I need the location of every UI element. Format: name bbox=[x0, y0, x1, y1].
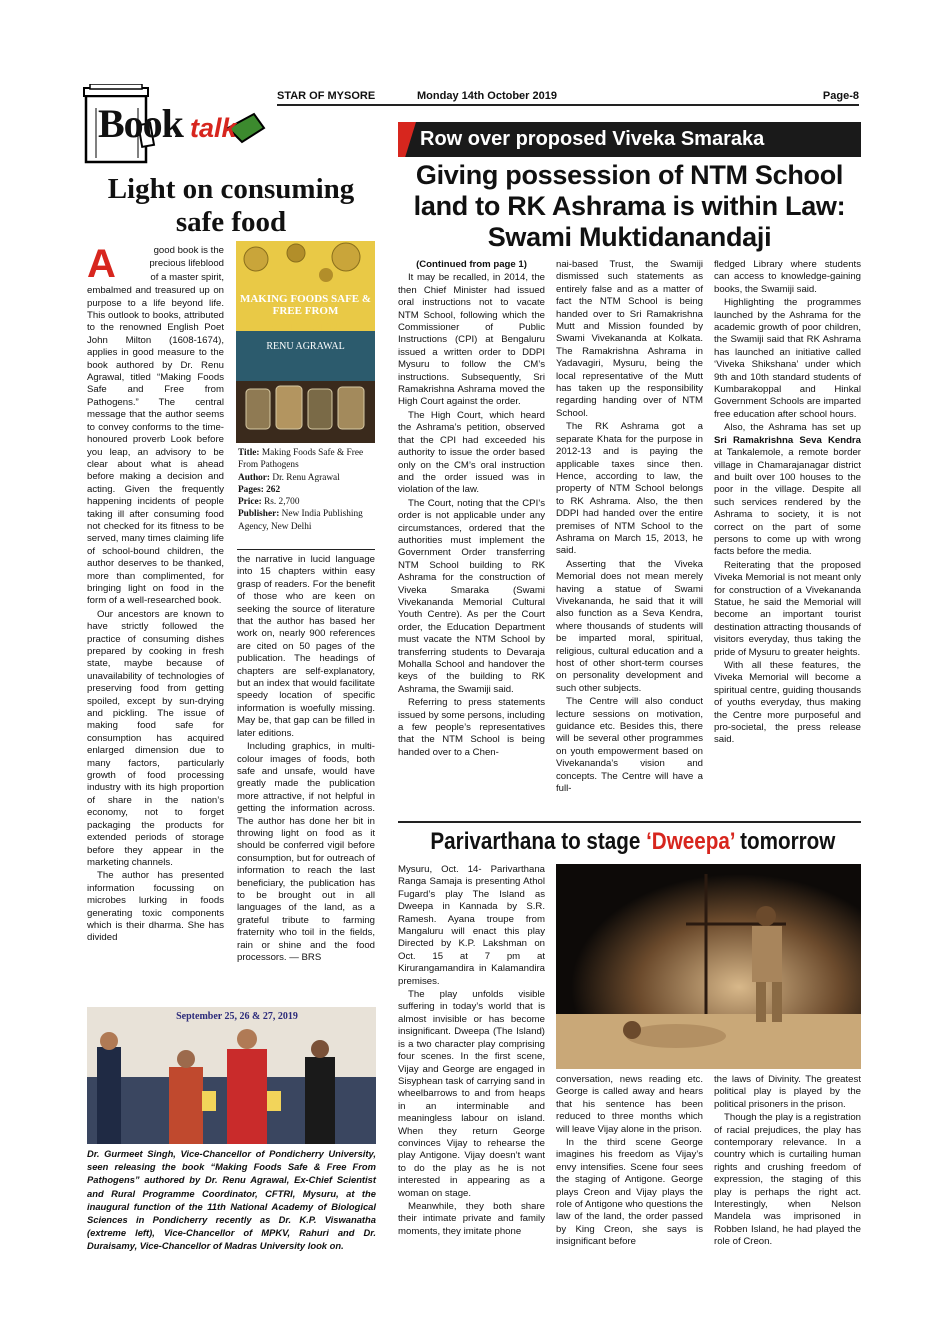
dweepa-headline-a: Parivarthana to stage bbox=[430, 828, 641, 855]
book-launch-photo bbox=[87, 1007, 376, 1144]
viveka-headline-line2: land to RK Ashrama is within Law: bbox=[413, 191, 846, 221]
dweepa-col3-p2: Though the play is a registration of racial prejudices, the play has contemporary relevance. In a country which is curtailing human rights and crushing freedom of expression, the staging of this play is perhaps the right act. Interestingly, when Nelson Mandela was imprisoned in Robben Island, he had played the role of Creon. bbox=[714, 1112, 861, 1248]
booktalk-col2-p1: the narrative in lucid language into 15 chapters within easy grasp of readers. For the benefit of those who are keen on seeking the source of literature that the author has based her work on, nearly 900 references are cited on 50 pages of the publication. The headings of chapters are self-explanatory, but an index that would facilitate speedy location of specific information is woefully missing. May be, that gap can be filled in later editions. bbox=[237, 554, 375, 739]
book-author-label: Author: bbox=[238, 472, 271, 483]
booktalk-p1-line1: good book is the bbox=[153, 245, 224, 256]
banner-red-accent bbox=[398, 122, 416, 157]
viveka-col3-p2: Highlighting the programmes launched by the Ashrama for the academic growth of poor children, the Swamiji said that RK Ashrama has launched an initiative called ‘Viveka Shikshana’ under which 9th and 10th standard students of Kumbarakoppal and Hinkal Government Schools are imparted free education after school hours. bbox=[714, 297, 861, 420]
book-title-label: Title: bbox=[238, 448, 260, 458]
dweepa-headline bbox=[430, 826, 836, 858]
booktalk-headline-line1: Light on consuming bbox=[107, 173, 355, 205]
book-details-rule bbox=[237, 549, 375, 550]
viveka-col3-p5: With all these features, the Viveka Memorial will become a spiritual centre, guiding thousands of youths everyday, thus making the Centre more purposeful and pro-societal, the press release said. bbox=[714, 660, 861, 746]
viveka-banner-text: Row over proposed Viveka Smaraka bbox=[420, 128, 765, 150]
dweepa-column-3 bbox=[714, 1074, 861, 1250]
viveka-col1-p4: Referring to press statements issued by some persons, including a few people’s representatives that the NTM School is being handed over to a Chen- bbox=[398, 697, 545, 758]
dweepa-col1-p3: Meanwhile, they both share their intimate private and family moments, they imitate phone bbox=[398, 1200, 545, 1237]
booktalk-p2: Our ancestors are known to have strictly followed the practice of consuming dishes prepared by cooking in fresh state, maybe because of unavailability of technologies of preserving food from getting spoiled, except by sun-drying and pickling. The issue of making food safe for consumption has acquired enlarged dimension due to many factors, particularly growth of food processing industry with its high proportion of share in the nation’s economy, not to forget packaging the products for extended periods of storage before they appear in the marketing channels. bbox=[87, 608, 224, 868]
booktalk-p1-line2: precious lifeblood bbox=[149, 258, 224, 270]
viveka-col2-p2: The RK Ashrama got a separate Khata for the purpose in 2012-13 and is paying the applicable taxes since then. Hence, according to law, the property of NTM School belongs to RK Ashrama. Also, the then DDPI had handed over the entire premises of NTM School to the Ashrama on March 15, 2013, he said. bbox=[556, 421, 703, 557]
booktalk-column-1 bbox=[87, 242, 224, 946]
logo-book-text: Book bbox=[98, 101, 183, 146]
viveka-col3-p3a: Also, the Ashrama has set up bbox=[724, 422, 861, 434]
dweepa-stage-photo bbox=[556, 864, 861, 1069]
dweepa-column-1 bbox=[398, 864, 545, 1239]
issue-date: Monday 14th October 2019 bbox=[417, 90, 557, 102]
book-price-value: Rs. 2,700 bbox=[264, 497, 300, 508]
book-cover-image bbox=[236, 241, 375, 443]
book-launch-caption: Dr. Gurmeet Singh, Vice-Chancellor of Pondicherry University, seen releasing the book “Making Foods Safe & Free From Pathogens” authored by Dr. Renu Agrawal, Ex-Chief Scientist and Rural Programme Coordinator, CFTRI, Mysuru, at the inaugural function of the 11th National Academy of Biological Sciences in Pondicherry recently as Dr. K.P. Viswanatha (extreme left), Vice-Chancellor of MPKV, Rahuri and Dr. Duraisamy, Vice-Chancellor of Madras University look on. bbox=[87, 1148, 376, 1252]
page-number: Page-8 bbox=[822, 90, 859, 102]
booktalk-col2-p2: Including graphics, in multi-colour images of foods, both safe and unsafe, would have greatly made the publication more attractive, if not helpful in getting the information across. The author has done her bit in throwing light on food as it should be conferred vigil before consumption, but for outreach of information to reach the last beneficiary, the publication has to be brought out in all languages of the land, as a grateful tribute to farming fraternity who toil in the fields, rain or shine and the food processors. — BRS bbox=[237, 741, 375, 963]
viveka-column-3 bbox=[714, 259, 861, 748]
dweepa-col1-p1: Mysuru, Oct. 14- Parivarthana Ranga Samaja is presenting Athol Fugard’s play The Island as Dweepa in Kannada by S.R. Ramesh. Ayana troupe from Mangaluru will enact this play Directed by K.P. Lakshman on Oct. 15 at 7 pm at Kirurangamandira in Kalamandira premises. bbox=[398, 864, 545, 987]
dweepa-headline-b: ‘Dweepa’ bbox=[646, 828, 735, 855]
viveka-col2-p3: Asserting that the Viveka Memorial does not mean merely having a statue of Swami Vivekananda, he said that it will also function as a Seva Kendra, where thousands of students will be imparted moral, spiritual, religious, cultural education and a host of other short-term courses on personality development and such other subjects. bbox=[556, 558, 703, 694]
booktalk-headline bbox=[86, 173, 376, 239]
book-pages-label: Pages: bbox=[238, 484, 264, 495]
viveka-col3-p4: Reiterating that the proposed Viveka Memorial is not meant only for construction of a Vivekananda Statue, he said the Memorial will become an important tourist destination attracting thousands of visitors everyday, thus taking the pride of Mysuru to greater heights. bbox=[714, 559, 861, 658]
dweepa-col1-p2: The play unfolds visible suffering in today’s world that is almost invisible or has become insignificant. Dweepa (The Island) is a two character play comprising four scenes. In the first scene, Vijay and George are engaged in Sisyphean task of carrying sand in wheelbarrows to and from heaps in an interminable and meaningless labour on island. When they return George convinces Vijay to rehearse the play Antigone. Vijay doesn’t want to do the play as he is not interested in appearing as a woman on stage. bbox=[398, 989, 545, 1199]
continued-label: (Continued from page 1) bbox=[416, 259, 527, 270]
booktalk-p1: embalmed and treasured up on purpose to a life beyond life. This outlook to books, attributed to the renowned English Poet John Milton (1608-1674), applies in good measure to the book authored by Dr. Renu Agrawal, titled “Making Foods Safe and Free from Pathogens.” The central message that the author seems to convey conforms to the time-honoured proverb Look before you leap, an advisory to be clear about what is ahead before making a decision and acting. Given the frequently happening incidents of people taking ill after consuming food not checked for its fitness to be served, many times claiming life of school-bound children, the author deserves to be thanked, more than complimented, for bringing light on food in the form of a well-researched book. bbox=[87, 285, 224, 607]
dweepa-col3-p1: the laws of Divinity. The greatest political play is played by the political prisoners in the prison. bbox=[714, 1074, 861, 1110]
book-details bbox=[238, 447, 376, 533]
viveka-column-2 bbox=[556, 259, 703, 796]
booktalk-p1-line3: of a master spirit, bbox=[150, 271, 224, 283]
book-pages-value: 262 bbox=[266, 484, 281, 495]
book-title-value: Making Foods Safe & Free From Pathogens bbox=[238, 448, 364, 471]
booktalk-column-2 bbox=[237, 554, 375, 965]
masthead-rule bbox=[277, 104, 859, 106]
book-price-label: Price: bbox=[238, 497, 262, 508]
photo-banner-text: September 25, 26 & 27, 2019 bbox=[176, 1011, 298, 1022]
viveka-col1-p2: The High Court, which heard the Ashrama’s petition, observed that the CPI had exceeded his authority to issue the order based only on the CM’s oral instruction and the order issued was in violation of the law. bbox=[398, 409, 545, 496]
viveka-col3-p3b: at Tankalemole, a remote border village in Chamarajanagar district and built over 100 houses to the poor in the village. Despite all such services rendered by the Ashrama to society, it is not correct on the part of some persons to come up with wrong facts before the media. bbox=[714, 447, 861, 558]
paper-name: STAR OF MYSORE bbox=[277, 90, 376, 102]
viveka-col2-p1: nai-based Trust, the Swamiji dismissed such statements as entirely false and as a matter of fact the NTM School is being handed over to Sri Ramakrishna Mutt and Mission founded by Swami Vivekananda at Kolkata. The Ramakrishna Ashrama in Yadavagiri, Mysuru, being the local representative of the Mutt has taken up the responsibility regarding handing over of NTM School. bbox=[556, 259, 703, 419]
dweepa-column-2 bbox=[556, 1074, 703, 1250]
viveka-headline bbox=[398, 160, 861, 253]
book-publisher-label: Publisher: bbox=[238, 509, 280, 520]
viveka-col2-p4: The Centre will also conduct lecture sessions on motivation, guidance etc. Besides this, there will be several other programmes on youth empowerment based on Vivekananda’s vision and concepts. The Centre will have a full- bbox=[556, 696, 703, 795]
booktalk-headline-line2: safe food bbox=[175, 206, 287, 238]
dweepa-col2-p2: In the third scene George imagines his freedom as Vijay’s envy intensifies. Scene four sees the staging of Antigone. George plays Creon and Vijay plays the role of Antigone who questions the law of the land, the order passed by King Creon, she says is insignificant before bbox=[556, 1137, 703, 1248]
viveka-col1-p1: It may be recalled, in 2014, the then Chief Minister had issued oral instructions not to vacate NTM School, following which the Commissioner of Public Instructions (CPI) at Bengaluru issued a written order to DDPI Mysuru to follow the CM’s instructions. Subsequently, Sri Ramakrishna Ashrama moved the High Court against the order. bbox=[398, 272, 545, 408]
viveka-column-1 bbox=[398, 259, 545, 760]
logo-talk-text: talk bbox=[190, 113, 237, 143]
dweepa-col2-p1: conversation, news reading etc. George is called away and hears that his sentence has been reduced to three months which will leave Vijay alone in the prison. bbox=[556, 1074, 703, 1135]
dropcap: A bbox=[87, 242, 116, 286]
seva-kendra-name: Sri Ramakrishna Seva Kendra bbox=[714, 434, 861, 446]
book-author-value: Dr. Renu Agrawal bbox=[272, 472, 340, 483]
booktalk-p3: The author has presented information focussing on microbes lurking in foods generating toxic components which is their dharma. She has divided bbox=[87, 870, 224, 944]
book-cover-title-highlight: PATHOGENS bbox=[265, 319, 346, 334]
viveka-col3-p1: fledged Library where students can access to knowledge-gaining books, the Swamiji said. bbox=[714, 259, 861, 295]
section-divider bbox=[398, 821, 861, 823]
book-publisher-value: New India Publishing Agency, New Delhi bbox=[238, 509, 363, 532]
book-cover-author: RENU AGRAWAL bbox=[266, 341, 345, 352]
viveka-banner bbox=[398, 122, 861, 157]
viveka-headline-line1: Giving possession of NTM School bbox=[415, 160, 844, 190]
booktalk-logo bbox=[82, 84, 272, 166]
viveka-headline-line3: Swami Muktidanandaji bbox=[487, 222, 772, 252]
viveka-col1-p3: The Court, noting that the CPI’s order is not applicable under any circumstances, ordered that the authorities must implement the Government Order transferring NTM School building to RK Ashrama for the construction of Viveka Smaraka (Swami Vivekananda Memorial Cultural Youth Centre). As per the Court order, the Education Department must vacate the NTM School by transferring students to Devaraja Mohalla School and handover the keys of the building to RK Ashrama, the Swamiji said. bbox=[398, 497, 545, 695]
dweepa-headline-c: tomorrow bbox=[740, 828, 836, 855]
book-cover-title: MAKING FOODS SAFE & FREE FROM bbox=[239, 293, 372, 317]
